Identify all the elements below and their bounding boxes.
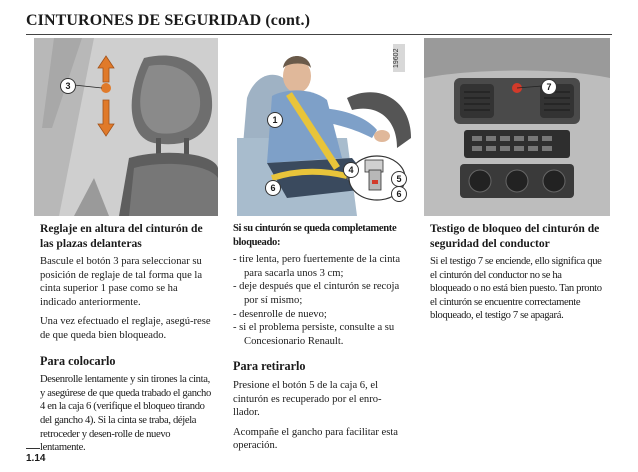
callout-3: 3 xyxy=(60,78,76,94)
callout-7: 7 xyxy=(541,79,557,95)
paragraph: Acompañe el gancho para facilitar esta operación. xyxy=(233,426,398,452)
footer-rule xyxy=(26,448,40,449)
callout-1: 1 xyxy=(267,112,283,128)
text-block-driver-warning xyxy=(424,216,610,323)
bullet-item: - tire lenta, pero fuertemente de la cinta para sacarla unos 3 cm; xyxy=(233,254,401,279)
figure-reference-tag: 19602 xyxy=(393,44,405,72)
column-driver-belt-warning xyxy=(424,38,610,329)
driver-illustration-image xyxy=(227,38,411,216)
section-heading: Reglaje en altura del cinturón de las plazas delanteras xyxy=(40,222,203,250)
bullet-item: - deje después que el cinturón se recoja por sí mismo; xyxy=(233,281,400,306)
page-title: CINTURONES DE SEGURIDAD (cont.) xyxy=(26,12,311,29)
callout-4: 4 xyxy=(343,162,359,178)
paragraph: Bascule el botón 3 para seleccionar su posición de reglaje de tal forma que la cinta superior 1 pase como se ha indicado anteriormente. xyxy=(40,256,203,308)
dashboard-illustration-image xyxy=(424,38,610,216)
callout-6: 6 xyxy=(265,180,281,196)
illustration-dashboard xyxy=(424,38,610,216)
callout-6-detail: 6 xyxy=(391,186,407,202)
bullet-item: - si el problema persiste, consulte a su Concesionario Renault. xyxy=(233,322,395,347)
subheading-para-retirarlo: Para retirarlo xyxy=(233,359,306,374)
paragraph: Una vez efectuado el reglaje, asegú-rese de que queda bien bloqueado. xyxy=(40,316,211,341)
title-rule xyxy=(26,34,612,35)
column-seat-belt-height xyxy=(34,38,218,461)
bullet-item: - desenrolle de nuevo; xyxy=(233,308,327,320)
column-belt-locked xyxy=(227,38,411,459)
text-block-belt-locked xyxy=(227,216,411,453)
seat-illustration-image xyxy=(34,38,218,216)
illustration-driver-belt xyxy=(227,38,411,216)
callout-5: 5 xyxy=(391,171,407,187)
page-number: 1.14 xyxy=(26,453,46,464)
section-heading: Si su cinturón se queda completamente bloqueado: xyxy=(233,223,397,248)
section-heading: Testigo de bloqueo del cinturón de seguridad del conductor xyxy=(430,222,600,250)
text-block-height-adjustment xyxy=(34,216,218,455)
illustration-seat-headrest xyxy=(34,38,218,216)
paragraph: Si el testigo 7 se enciende, ello significa que el cinturón del conductor no se ha bloqueado o no está bien puesto. Tan pronto el cinturón se encuentre correctamente bloqueado, el testigo 7 se apagará. xyxy=(430,256,602,322)
paragraph: Desenrolle lentamente y sin tirones la cinta, y asegúrese de que queda trabado el gancho 4 en la caja 6 (verifique el bloqueo tirando del gancho 4). Si la cinta se traba, déjela retroceder y desen-rolle de nuevo lentamente. xyxy=(40,374,211,454)
subheading-para-colocarlo: Para colocarlo xyxy=(40,353,116,368)
paragraph: Presione el botón 5 de la caja 6, el cinturón es recuperado por el enro-llador. xyxy=(233,379,382,419)
